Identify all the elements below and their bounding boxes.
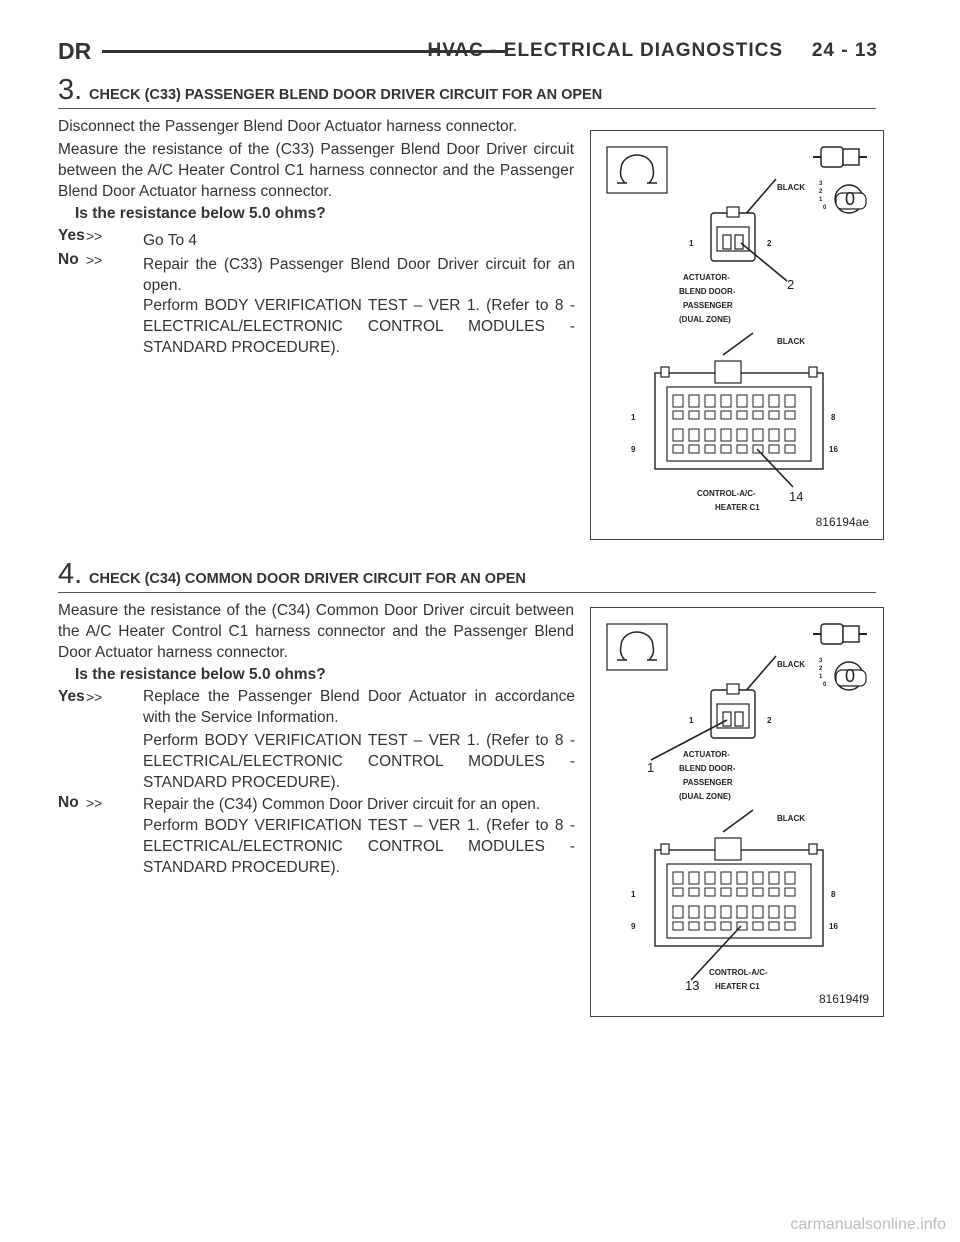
step-3-heading — [58, 74, 876, 109]
page-header — [58, 38, 878, 66]
pin-label: 16 — [829, 922, 838, 931]
control-label-line: HEATER C1 — [715, 982, 760, 991]
callout-pin: 14 — [789, 489, 804, 504]
meter-digit: 2 — [819, 189, 823, 195]
answer-arrow: >> — [86, 795, 103, 811]
step-3-paragraph-1: Disconnect the Passenger Blend Door Actuator harness connector. — [58, 118, 518, 135]
callout-pin: 1 — [647, 760, 655, 775]
meter-digit: 1 — [819, 674, 823, 680]
actuator-label-line: (DUAL ZONE) — [679, 315, 731, 324]
step-number: 3. — [58, 74, 83, 106]
actuator-label-line: BLEND DOOR- — [679, 764, 736, 773]
header-section-title: HVAC - ELECTRICAL DIAGNOSTICS — [427, 40, 783, 61]
connector-diagram — [591, 608, 883, 1016]
actuator-label-line: PASSENGER — [683, 301, 733, 310]
step-4-paragraph-1: Measure the resistance of the (C34) Common Door Driver circuit between the A/C Heater Control C1 harness connector and the Passenger Blend Door Actuator harness connector. — [58, 602, 574, 661]
pin-label: 2 — [767, 239, 772, 248]
actuator-label-line: PASSENGER — [683, 778, 733, 787]
header-page-number: 24 - 13 — [811, 40, 878, 61]
callout-pin: 13 — [685, 978, 700, 993]
actuator-label-line: ACTUATOR- — [683, 273, 730, 282]
control-label-line: CONTROL-A/C- — [709, 968, 768, 977]
pin-label: 1 — [631, 890, 636, 899]
step-4-heading — [58, 558, 876, 593]
pin-label: 1 — [689, 239, 694, 248]
step-title: CHECK (C33) PASSENGER BLEND DOOR DRIVER CIRCUIT FOR AN OPEN — [89, 87, 603, 103]
figure-id: 816194f9 — [818, 992, 869, 1006]
answer-arrow: >> — [86, 689, 103, 705]
pin-label: 9 — [631, 922, 636, 931]
answer-no-verification: Perform BODY VERIFICATION TEST – VER 1. (Refer to 8 - ELECTRICAL/ELECTRONIC CONTROL MODULES - STANDARD PROCEDURE). — [143, 817, 575, 876]
meter-digit: 3 — [819, 658, 823, 664]
answer-no-text: Repair the (C34) Common Door Driver circuit for an open. — [143, 796, 541, 813]
control-label-line: CONTROL-A/C- — [697, 489, 756, 498]
site-watermark: carmanualsonline.info — [790, 1216, 946, 1233]
control-label-line: HEATER C1 — [715, 503, 760, 512]
actuator-label-line: BLEND DOOR- — [679, 287, 736, 296]
wire-color-label: BLACK — [777, 814, 805, 823]
meter-digit: 1 — [819, 197, 823, 203]
meter-digit: 2 — [819, 666, 823, 672]
meter-digit: 0 — [823, 682, 827, 688]
step-4-question: Is the resistance below 5.0 ohms? — [75, 666, 326, 683]
answer-no-verification: Perform BODY VERIFICATION TEST – VER 1. (Refer to 8 - ELECTRICAL/ELECTRONIC CONTROL MODULES - STANDARD PROCEDURE). — [143, 297, 575, 356]
pin-label: 1 — [631, 413, 636, 422]
wire-color-label: BLACK — [777, 183, 805, 192]
pin-label: 8 — [831, 890, 836, 899]
actuator-label-line: ACTUATOR- — [683, 750, 730, 759]
pin-label: 8 — [831, 413, 836, 422]
meter-display: 0 — [845, 189, 856, 209]
actuator-label-line: (DUAL ZONE) — [679, 792, 731, 801]
pin-label: 2 — [767, 716, 772, 725]
answer-yes-text: Go To 4 — [143, 232, 198, 249]
meter-digit: 3 — [819, 181, 823, 187]
answer-arrow: >> — [86, 252, 103, 268]
answer-yes-label: Yes — [58, 688, 85, 705]
answer-yes-text: Replace the Passenger Blend Door Actuator in accordance with the Service Information. — [143, 688, 575, 726]
meter-display: 0 — [845, 666, 856, 686]
answer-arrow: >> — [86, 228, 103, 244]
answer-no-label: No — [58, 794, 79, 811]
pin-label: 16 — [829, 445, 838, 454]
answer-no-text: Repair the (C33) Passenger Blend Door Driver circuit for an open. — [143, 256, 575, 294]
answer-yes-verification: Perform BODY VERIFICATION TEST – VER 1. (Refer to 8 - ELECTRICAL/ELECTRONIC CONTROL MODULES - STANDARD PROCEDURE). — [143, 732, 575, 791]
pin-label: 9 — [631, 445, 636, 454]
callout-pin: 2 — [787, 277, 795, 292]
figure-id: 816194ae — [815, 515, 869, 529]
answer-yes-label: Yes — [58, 227, 85, 244]
step-number: 4. — [58, 558, 83, 590]
wiring-figure — [590, 607, 884, 1017]
wire-color-label: BLACK — [777, 660, 805, 669]
step-title: CHECK (C34) COMMON DOOR DRIVER CIRCUIT FOR AN OPEN — [89, 571, 526, 587]
header-model: DR — [58, 38, 92, 64]
pin-label: 1 — [689, 716, 694, 725]
step-3-question: Is the resistance below 5.0 ohms? — [75, 205, 326, 222]
wire-color-label: BLACK — [777, 337, 805, 346]
meter-digit: 0 — [823, 205, 827, 211]
step-3-paragraph-2: Measure the resistance of the (C33) Passenger Blend Door Driver circuit between the A/C Heater Control C1 harness connector and the Passenger Blend Door Actuator harness connector. — [58, 141, 574, 200]
wiring-figure — [590, 130, 884, 540]
connector-diagram — [591, 131, 883, 539]
answer-no-label: No — [58, 251, 79, 268]
